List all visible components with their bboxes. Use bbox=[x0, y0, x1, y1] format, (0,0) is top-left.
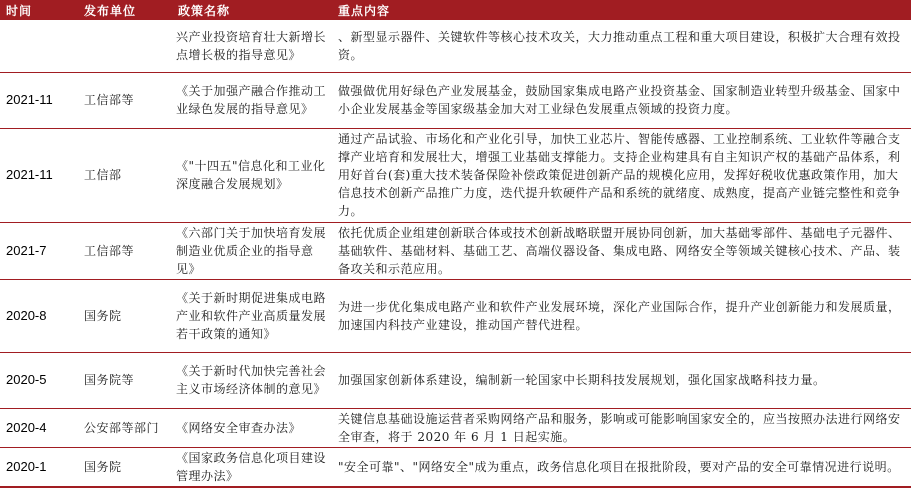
row-policy: 兴产业投资培育壮大新增长点增长极的指导意见》 bbox=[172, 20, 332, 72]
table-header-row bbox=[0, 0, 911, 20]
table-row bbox=[0, 352, 911, 408]
table-row bbox=[0, 72, 911, 128]
row-policy: 《"十四五"信息化和工业化深度融合发展规划》 bbox=[172, 128, 332, 222]
row-policy: 《关于加强产融合作推动工业绿色发展的指导意见》 bbox=[172, 72, 332, 128]
row-content: 依托优质企业组建创新联合体或技术创新战略联盟开展协同创新，加大基础零部件、基础电子元器件、基础软件、基础材料、基础工艺、高端仪器设备、集成电路、网络安全等领域关键核心技术、产品、装备攻关和示范应用。 bbox=[332, 222, 911, 279]
header-time: 时间 bbox=[0, 0, 78, 20]
row-policy: 《网络安全审查办法》 bbox=[172, 408, 332, 447]
row-date bbox=[0, 20, 78, 72]
row-publisher: 工信部 bbox=[78, 128, 172, 222]
row-policy: 《六部门关于加快培育发展制造业优质企业的指导意见》 bbox=[172, 222, 332, 279]
header-content: 重点内容 bbox=[332, 0, 911, 20]
row-policy: 《关于新时期促进集成电路产业和软件产业高质量发展若干政策的通知》 bbox=[172, 279, 332, 352]
row-publisher: 国务院 bbox=[78, 279, 172, 352]
table-row bbox=[0, 279, 911, 352]
table-row bbox=[0, 222, 911, 279]
row-publisher: 工信部等 bbox=[78, 72, 172, 128]
header-policy: 政策名称 bbox=[172, 0, 332, 20]
row-content: 通过产品试验、市场化和产业化引导，加快工业芯片、智能传感器、工业控制系统、工业软件等融合支撑产业培育和发展壮大，增强工业基础支撑能力。支持企业构建具有自主知识产权的基础产品体系，利用好首台(套)重大技术装备保险补偿政策促进创新产品的规模化应用，发挥好税收优惠政策作用，加大信息技术创新产品推广力度，迭代提升软硬件产品和系统的就绪度、成熟度，提高产业链完整性和竞争力。 bbox=[332, 128, 911, 222]
table-row bbox=[0, 447, 911, 487]
row-date: 2020-8 bbox=[0, 279, 78, 352]
row-date: 2021-11 bbox=[0, 72, 78, 128]
row-content: 、新型显示器件、关键软件等核心技术攻关，大力推动重点工程和重大项目建设，积极扩大合理有效投资。 bbox=[332, 20, 911, 72]
row-date: 2021-11 bbox=[0, 128, 78, 222]
row-date: 2020-5 bbox=[0, 352, 78, 408]
row-policy: 《国家政务信息化项目建设管理办法》 bbox=[172, 447, 332, 487]
row-date: 2020-4 bbox=[0, 408, 78, 447]
row-content: 为进一步优化集成电路产业和软件产业发展环境，深化产业国际合作，提升产业创新能力和发展质量，加速国内科技产业建设，推动国产替代进程。 bbox=[332, 279, 911, 352]
row-publisher: 国务院等 bbox=[78, 352, 172, 408]
row-date: 2020-1 bbox=[0, 447, 78, 487]
header-publisher: 发布单位 bbox=[78, 0, 172, 20]
row-publisher bbox=[78, 20, 172, 72]
row-publisher: 公安部等部门 bbox=[78, 408, 172, 447]
row-date: 2021-7 bbox=[0, 222, 78, 279]
row-publisher: 国务院 bbox=[78, 447, 172, 487]
table-row bbox=[0, 408, 911, 447]
table-row bbox=[0, 20, 911, 72]
row-policy: 《关于新时代加快完善社会主义市场经济体制的意见》 bbox=[172, 352, 332, 408]
table-row bbox=[0, 128, 911, 222]
row-content: "安全可靠"、"网络安全"成为重点，政务信息化项目在报批阶段，要对产品的安全可靠情况进行说明。 bbox=[332, 447, 911, 487]
row-content: 关键信息基础设施运营者采购网络产品和服务，影响或可能影响国家安全的，应当按照办法进行网络安全审查，将于 2020 年 6 月 1 日起实施。 bbox=[332, 408, 911, 447]
row-publisher: 工信部等 bbox=[78, 222, 172, 279]
row-content: 做强做优用好绿色产业发展基金，鼓励国家集成电路产业投资基金、国家制造业转型升级基金、国家中小企业发展基金等国家级基金加大对工业绿色发展重点领域的投资力度。 bbox=[332, 72, 911, 128]
row-content: 加强国家创新体系建设，编制新一轮国家中长期科技发展规划，强化国家战略科技力量。 bbox=[332, 352, 911, 408]
